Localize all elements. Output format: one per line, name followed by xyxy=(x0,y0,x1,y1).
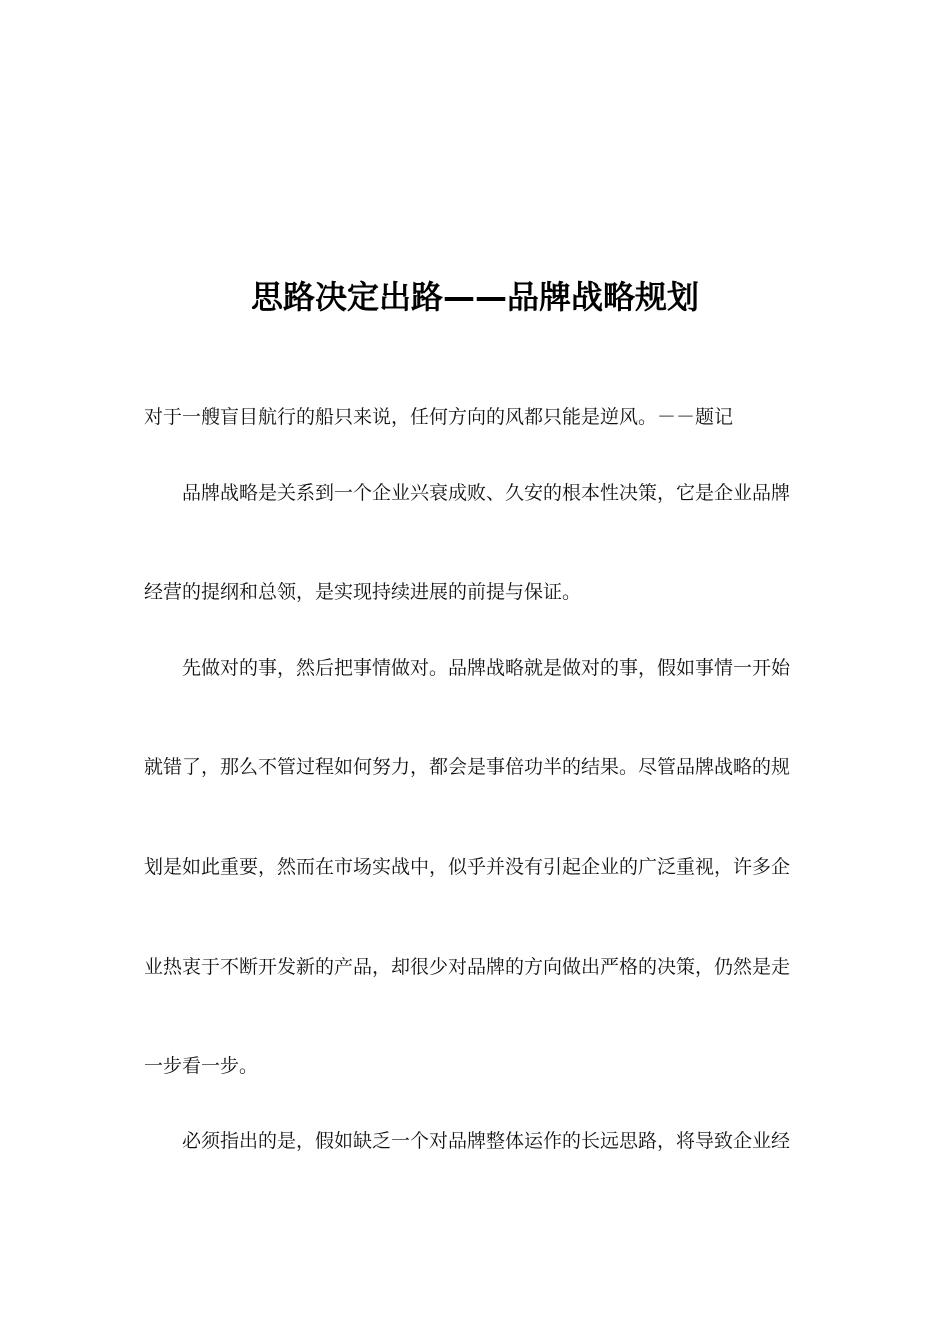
paragraph-line: 业热衷于不断开发新的产品，却很少对品牌的方向做出严格的决策，仍然是走 xyxy=(144,956,791,978)
paragraph-line: 就错了，那么不管过程如何努力，都会是事倍功半的结果。尽管品牌战略的规 xyxy=(144,756,791,778)
paragraph-line: 必须指出的是，假如缺乏一个对品牌整体运作的长远思路，将导致企业经 xyxy=(182,1130,791,1152)
document-title: 思路决定出路——品牌战略规划 xyxy=(250,278,699,316)
paragraph-line: 经营的提纲和总领，是实现持续进展的前提与保证。 xyxy=(144,581,582,603)
paragraph-line: 先做对的事，然后把事情做对。品牌战略就是做对的事，假如事情一开始 xyxy=(182,657,791,679)
paragraph-line: 划是如此重要，然而在市场实战中，似乎并没有引起企业的广泛重视，许多企 xyxy=(144,856,791,878)
epigraph-line: 对于一艘盲目航行的船只来说，任何方向的风都只能是逆风。－－题记 xyxy=(144,406,734,428)
paragraph-line: 一步看一步。 xyxy=(144,1055,259,1077)
paragraph-line: 品牌战略是关系到一个企业兴衰成败、久安的根本性决策，它是企业品牌 xyxy=(182,482,791,504)
